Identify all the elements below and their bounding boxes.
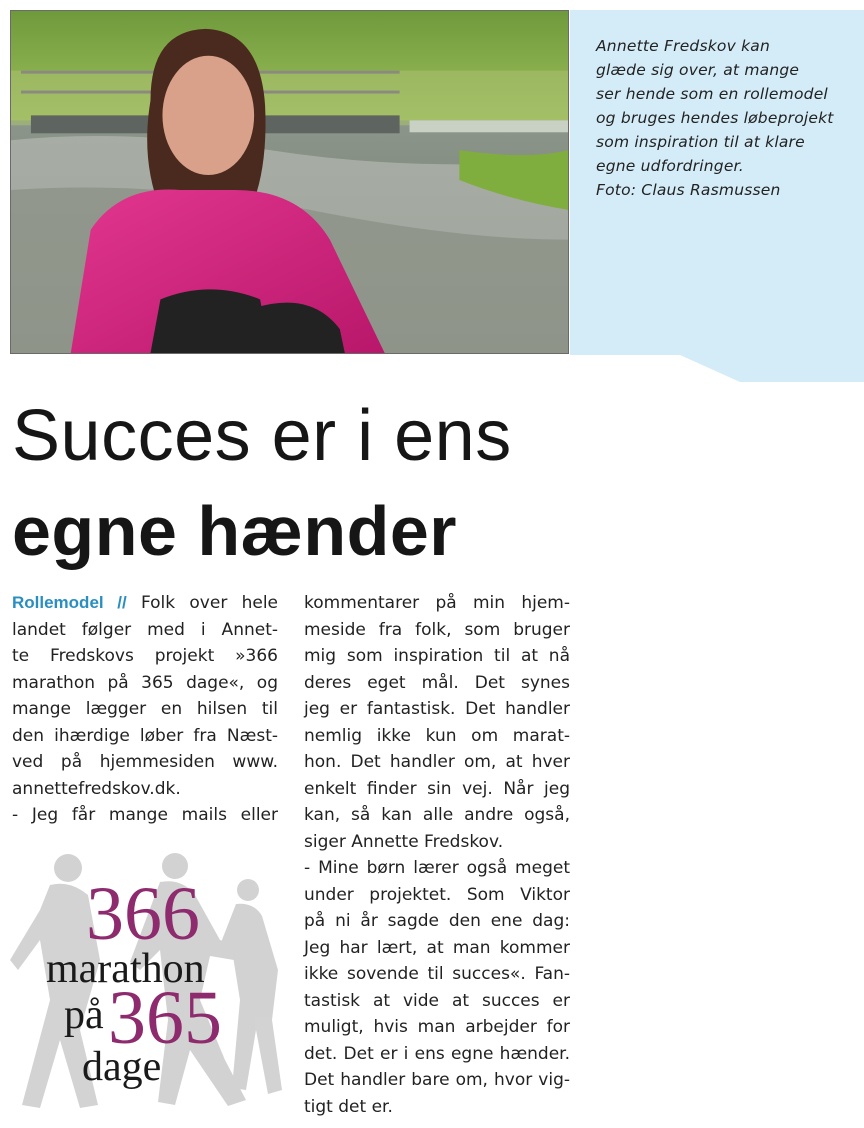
logo-word-paa: på: [64, 992, 104, 1038]
article-line: landet følger med i Annet-: [12, 619, 278, 640]
article-line: kommentarer på min hjem-: [304, 593, 570, 613]
article-line: jeg er fantastisk. Det handler: [304, 699, 570, 719]
article-line: muligt, hvis man arbejder for: [304, 1017, 570, 1037]
article-line: Jeg har lært, at man kommer: [304, 937, 570, 958]
article-line: - Jeg får mange mails eller: [12, 805, 278, 825]
article-line: på ni år sagde den ene dag:: [304, 911, 570, 931]
caption-line: ser hende som en rollemodel: [596, 85, 828, 103]
article-line: annettefredskov.dk.: [12, 778, 181, 799]
article-column-2: [304, 590, 570, 1120]
article-text: Folk over hele: [126, 593, 279, 613]
article-line: tigt det er.: [304, 1096, 393, 1117]
marathon-logo: [10, 850, 282, 1112]
article-line: deres eget mål. Det synes: [304, 672, 570, 693]
photo-illustration: [11, 11, 568, 353]
article-line: ved på hjemmesiden www.: [12, 752, 278, 772]
portrait-photo: [10, 10, 569, 354]
article-line: meside fra folk, som bruger: [304, 619, 570, 640]
photo-caption: [596, 34, 860, 202]
caption-line: glæde sig over, at mange: [596, 61, 800, 79]
logo-word-marathon: marathon: [46, 946, 205, 992]
article-line: mange lægger en hilsen til: [12, 699, 278, 719]
article-line: te Fredskovs projekt »366: [12, 646, 278, 666]
logo-number-366: 366: [86, 872, 200, 956]
article-line: - Mine børn lærer også meget: [304, 858, 570, 878]
article-line: under projektet. Som Viktor: [304, 884, 570, 905]
article-line: det. Det er i ens egne hænder.: [304, 1043, 570, 1064]
article-line: mig som inspiration til at nå: [304, 646, 570, 666]
article-line: kan, så kan alle andre også,: [304, 805, 570, 825]
article-line: marathon på 365 dage«, og: [12, 672, 278, 693]
logo-word-dage: dage: [82, 1044, 162, 1090]
article-line: [12, 590, 278, 617]
caption-line: som inspiration til at klare: [596, 133, 805, 151]
caption-line: egne udfordringer.: [596, 157, 744, 175]
photo-credit: Foto: Claus Rasmussen: [596, 181, 781, 199]
caption-line: Annette Fredskov kan: [596, 37, 771, 55]
article-line: tastisk at vide at succes er: [304, 990, 570, 1011]
article-line: Det handler bare om, hvor vig-: [304, 1070, 570, 1090]
article-line: siger Annette Fredskov.: [304, 831, 504, 852]
article-column-1: [12, 590, 278, 829]
caption-line: og bruges hendes løbeprojekt: [596, 109, 834, 127]
article-line: nemlig ikke kun om marat-: [304, 725, 570, 746]
kicker: Rollemodel //: [12, 593, 127, 612]
headline-line-2: egne hænder: [12, 492, 458, 570]
article-line: ikke sovende til succes«. Fan-: [304, 964, 570, 984]
article-line: den ihærdige løber fra Næst-: [12, 725, 278, 746]
headline-line-1: Succes er i ens: [12, 396, 512, 476]
logo-number-365: 365: [108, 976, 222, 1060]
article-line: hon. Det handler om, at hver: [304, 752, 570, 772]
article-line: enkelt finder sin vej. Når jeg: [304, 778, 570, 799]
